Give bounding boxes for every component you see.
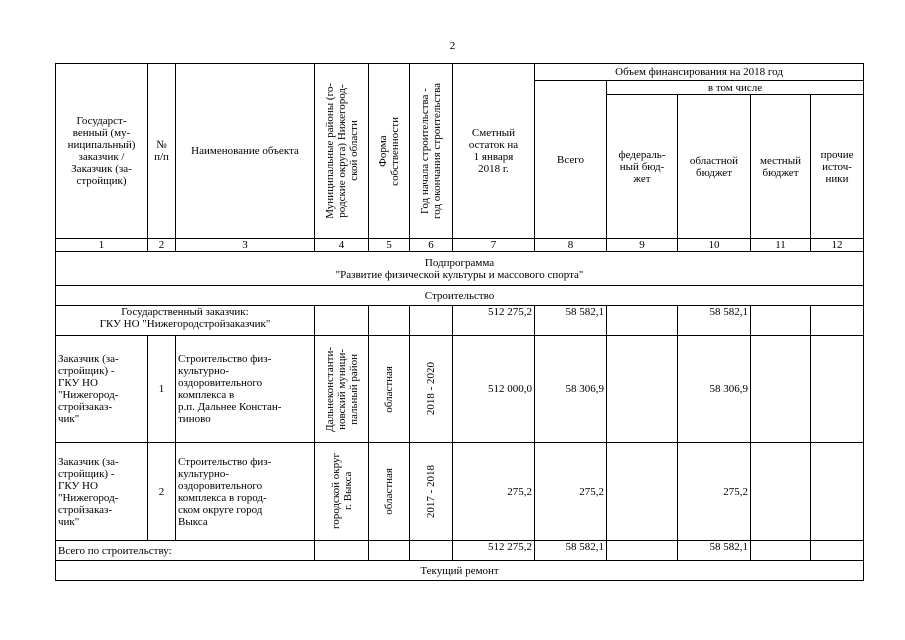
section-construction: Строительство: [56, 286, 864, 306]
empty-cell: [410, 306, 453, 336]
row-district: городской округ г. Выкса: [329, 453, 354, 530]
header-balance: Сметный остаток на 1 января 2018 г.: [453, 64, 535, 239]
row-district: Дальнеконстанти- новский муници- пальный район: [323, 346, 360, 432]
row-number: 2: [148, 443, 176, 541]
empty-cell: [607, 306, 678, 336]
header-years-cell: [410, 64, 453, 239]
state-customer-row: [56, 306, 864, 336]
page-number: 2: [449, 40, 456, 52]
empty-cell: [369, 541, 410, 561]
section-row: [56, 286, 864, 306]
header-local: местный бюджет: [751, 95, 811, 239]
column-number: 8: [535, 239, 607, 252]
column-number: 3: [176, 239, 315, 252]
empty-cell: [811, 306, 864, 336]
state-customer-total: 58 582,1: [535, 306, 607, 336]
row-ownership-cell: [369, 443, 410, 541]
section-row: [56, 561, 864, 581]
column-number: 12: [811, 239, 864, 252]
header-ownership-cell: [369, 64, 410, 239]
empty-cell: [410, 541, 453, 561]
empty-cell: [751, 541, 811, 561]
header-total: Всего: [535, 81, 607, 239]
header-ownership: Форма собственности: [377, 116, 401, 186]
table-row: [56, 336, 864, 443]
column-numbers-row: [56, 239, 864, 252]
header-district-cell: [315, 64, 369, 239]
empty-cell: [607, 443, 678, 541]
header-federal: федераль- ный бюд- жет: [607, 95, 678, 239]
state-customer-label: Государственный заказчик: ГКУ НО "Нижегородстройзаказчик": [56, 306, 315, 336]
row-regional: 58 306,9: [678, 336, 751, 443]
section-repair: Текущий ремонт: [56, 561, 864, 581]
header-years: Год начала строительства - год окончания строительства: [419, 83, 443, 219]
row-number: 1: [148, 336, 176, 443]
column-number: 11: [751, 239, 811, 252]
empty-cell: [811, 541, 864, 561]
header-including: в том числе: [607, 81, 864, 95]
column-number: 5: [369, 239, 410, 252]
total-construction-balance: 512 275,2: [453, 541, 535, 561]
header-other: прочие источ- ники: [811, 95, 864, 239]
table-row: [56, 443, 864, 541]
row-total: 58 306,9: [535, 336, 607, 443]
header-customer: Государст- венный (му- ниципальный) заказчик / Заказчик (за- стройщик): [56, 64, 148, 239]
column-number: 1: [56, 239, 148, 252]
row-ownership: областная: [383, 365, 395, 413]
row-ownership-cell: [369, 336, 410, 443]
header-number: № п/п: [148, 64, 176, 239]
empty-cell: [607, 541, 678, 561]
row-ownership: областная: [383, 468, 395, 515]
financing-table: [55, 63, 864, 581]
empty-cell: [369, 306, 410, 336]
empty-cell: [751, 336, 811, 443]
row-customer: Заказчик (за- стройщик) - ГКУ НО "Нижегород- стройзаказ- чик": [56, 443, 148, 541]
row-object-name: Строительство физ- культурно- оздоровительного комплекса в город- ском округе город Выкса: [176, 443, 315, 541]
empty-cell: [315, 541, 369, 561]
row-years: 2018 - 2020: [425, 362, 437, 416]
total-construction-regional: 58 582,1: [678, 541, 751, 561]
row-total: 275,2: [535, 443, 607, 541]
row-years: 2017 - 2018: [425, 464, 437, 519]
empty-cell: [607, 336, 678, 443]
header-row: [56, 64, 864, 81]
column-number: 2: [148, 239, 176, 252]
total-construction-row: [56, 541, 864, 561]
empty-cell: [751, 306, 811, 336]
state-customer-balance: 512 275,2: [453, 306, 535, 336]
subprogram-title: Подпрограмма "Развитие физической культуры и массового спорта": [56, 252, 864, 286]
header-district: Муниципальные районы (го- родские округа) Нижегород- ской области: [323, 83, 360, 219]
column-number: 6: [410, 239, 453, 252]
column-number: 4: [315, 239, 369, 252]
row-customer: Заказчик (за- стройщик) - ГКУ НО "Нижегород- стройзаказ- чик": [56, 336, 148, 443]
header-funding-title: Объем финансирования на 2018 год: [535, 64, 864, 81]
empty-cell: [315, 306, 369, 336]
state-customer-regional: 58 582,1: [678, 306, 751, 336]
total-construction-label: Всего по строительству:: [56, 541, 315, 561]
header-object-name: Наименование объекта: [176, 64, 315, 239]
empty-cell: [811, 336, 864, 443]
row-balance: 275,2: [453, 443, 535, 541]
column-number: 7: [453, 239, 535, 252]
row-years-cell: [410, 336, 453, 443]
total-construction-total: 58 582,1: [535, 541, 607, 561]
row-balance: 512 000,0: [453, 336, 535, 443]
column-number: 9: [607, 239, 678, 252]
row-district-cell: [315, 336, 369, 443]
header-regional: областной бюджет: [678, 95, 751, 239]
empty-cell: [751, 443, 811, 541]
empty-cell: [811, 443, 864, 541]
row-object-name: Строительство физ- культурно- оздоровительного комплекса в р.п. Дальнее Констан- тиново: [176, 336, 315, 443]
row-district-cell: [315, 443, 369, 541]
subprogram-row: [56, 252, 864, 286]
row-years-cell: [410, 443, 453, 541]
column-number: 10: [678, 239, 751, 252]
row-regional: 275,2: [678, 443, 751, 541]
